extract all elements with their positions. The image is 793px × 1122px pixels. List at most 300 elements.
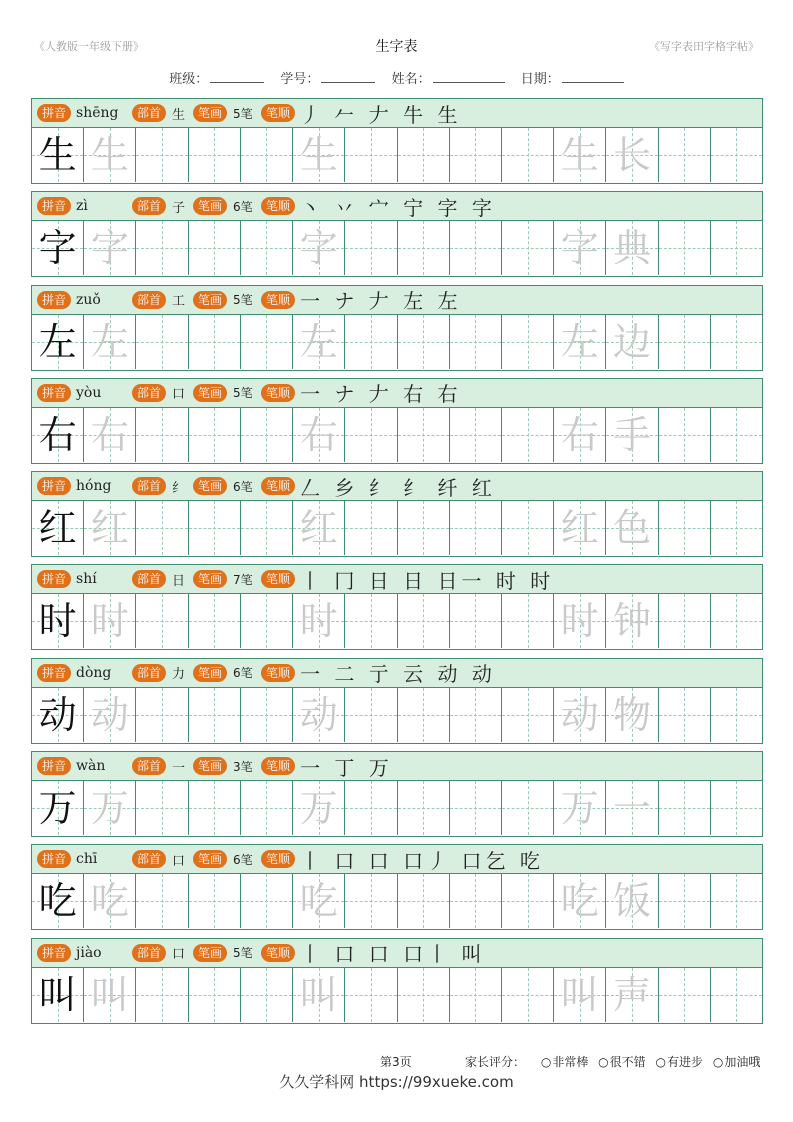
date-field[interactable]: 日期：: [521, 72, 624, 87]
blank-practice-cell[interactable]: [502, 874, 554, 928]
strokes-badge: 笔画: [193, 104, 227, 122]
character-row: [31, 658, 763, 744]
blank-practice-cell[interactable]: [189, 781, 241, 835]
pinyin-badge: 拼音: [37, 664, 71, 682]
blank-practice-cell[interactable]: [711, 688, 762, 742]
trace-character-cell[interactable]: [84, 408, 136, 462]
trace-word-cell[interactable]: [554, 781, 606, 835]
model-character-cell[interactable]: [32, 968, 84, 1022]
trace-character-cell[interactable]: [84, 501, 136, 555]
blank-practice-cell[interactable]: [659, 315, 711, 369]
stroke-count: 3笔: [233, 759, 253, 774]
trace-character-cell[interactable]: [84, 594, 136, 648]
blank-practice-cell[interactable]: [659, 408, 711, 462]
trace-word-char-1: 叫: [560, 972, 599, 1017]
blank-practice-cell[interactable]: [450, 315, 502, 369]
tian-grid: [32, 128, 762, 182]
radical-value: 生: [172, 107, 186, 123]
blank-practice-cell[interactable]: [345, 594, 397, 648]
blank-practice-cell[interactable]: [345, 315, 397, 369]
trace-character-cell[interactable]: [84, 781, 136, 835]
blank-practice-cell[interactable]: [241, 688, 293, 742]
blank-practice-cell[interactable]: [136, 408, 188, 462]
blank-practice-cell[interactable]: [345, 874, 397, 928]
blank-practice-cell[interactable]: [136, 688, 188, 742]
stroke-count: 5笔: [233, 293, 253, 308]
strokes-badge: 笔画: [193, 477, 227, 495]
pinyin-badge: 拼音: [37, 757, 71, 775]
trace-word-cell[interactable]: [606, 594, 658, 648]
pinyin-badge: 拼音: [37, 850, 71, 868]
blank-practice-cell[interactable]: [241, 968, 293, 1022]
blank-practice-cell[interactable]: [345, 221, 397, 275]
blank-practice-cell[interactable]: [659, 688, 711, 742]
trace-character-cell[interactable]: [293, 408, 345, 462]
blank-practice-cell[interactable]: [398, 315, 450, 369]
parent-evaluation: [465, 1053, 760, 1070]
class-field[interactable]: 班级：: [169, 72, 264, 87]
blank-practice-cell[interactable]: [189, 221, 241, 275]
blank-practice-cell[interactable]: [659, 781, 711, 835]
blank-practice-cell[interactable]: [189, 874, 241, 928]
blank-practice-cell[interactable]: [502, 501, 554, 555]
trace-character: 生: [90, 133, 129, 177]
blank-practice-cell[interactable]: [345, 128, 397, 182]
model-character: 左: [38, 319, 77, 364]
blank-practice-cell[interactable]: [136, 594, 188, 648]
trace-word-cell[interactable]: [606, 781, 658, 835]
blank-practice-cell[interactable]: [136, 128, 188, 182]
character-row: [31, 844, 763, 930]
trace-word-char-2: 典: [613, 226, 652, 271]
trace-word-char-1: 吃: [560, 879, 599, 924]
blank-practice-cell[interactable]: [345, 688, 397, 742]
pinyin-value: shí: [76, 571, 97, 588]
stroke-order-badge: 笔顺: [261, 477, 295, 495]
blank-practice-cell[interactable]: [502, 968, 554, 1022]
trace-word-char-2: 物: [613, 692, 652, 737]
model-character-cell[interactable]: [32, 594, 84, 648]
radical-value: 纟: [172, 480, 186, 496]
trace-character: 生: [299, 133, 338, 177]
blank-practice-cell[interactable]: [241, 221, 293, 275]
character-row: [31, 191, 763, 277]
blank-practice-cell[interactable]: [502, 594, 554, 648]
stroke-order: 丨 口 口 口丿 口乞 吃: [300, 848, 544, 873]
blank-practice-cell[interactable]: [398, 874, 450, 928]
blank-practice-cell[interactable]: [711, 594, 762, 648]
blank-practice-cell[interactable]: [241, 874, 293, 928]
trace-character: 红: [299, 506, 338, 551]
trace-word-cell[interactable]: [554, 594, 606, 648]
blank-practice-cell[interactable]: [711, 221, 762, 275]
stroke-count: 7笔: [233, 572, 253, 587]
trace-character: 叫: [299, 972, 338, 1017]
trace-character: 右: [299, 412, 338, 457]
pinyin-value: yòu: [76, 384, 102, 401]
tian-grid: [32, 594, 762, 648]
tian-grid: [32, 968, 762, 1022]
trace-word-char-1: 字: [560, 226, 599, 271]
radical-badge: 部首: [132, 757, 166, 775]
trace-word-cell[interactable]: [554, 408, 606, 462]
trace-word-cell[interactable]: [606, 688, 658, 742]
page-title: 生字表: [375, 39, 418, 55]
trace-word-char-1: 动: [560, 692, 599, 737]
strokes-badge: 笔画: [193, 384, 227, 402]
header-right: 《写字表田字格字帖》: [649, 40, 759, 53]
trace-word-char-2: 手: [613, 412, 652, 457]
trace-character-cell[interactable]: [293, 594, 345, 648]
trace-character-cell[interactable]: [293, 128, 345, 182]
trace-character-cell[interactable]: [84, 315, 136, 369]
pinyin-value: hóng: [76, 478, 112, 495]
character-table: [31, 98, 763, 1031]
model-character: 字: [38, 226, 77, 271]
blank-practice-cell[interactable]: [189, 408, 241, 462]
model-character: 叫: [38, 972, 77, 1017]
blank-practice-cell[interactable]: [659, 594, 711, 648]
trace-character-cell[interactable]: [293, 315, 345, 369]
trace-word-char-2: 色: [613, 506, 652, 551]
blank-practice-cell[interactable]: [241, 594, 293, 648]
trace-character-cell[interactable]: [293, 501, 345, 555]
blank-practice-cell[interactable]: [241, 128, 293, 182]
radical-badge: 部首: [132, 850, 166, 868]
blank-practice-cell[interactable]: [659, 501, 711, 555]
header-left: 《人教版一年级下册》: [34, 40, 144, 53]
tian-grid: [32, 408, 762, 462]
trace-character-cell[interactable]: [293, 688, 345, 742]
stroke-count: 5笔: [233, 386, 253, 401]
radical-badge: 部首: [132, 944, 166, 962]
pinyin-value: dòng: [76, 664, 112, 681]
character-info-bar: [32, 472, 762, 501]
blank-practice-cell[interactable]: [136, 501, 188, 555]
trace-character: 左: [299, 319, 338, 364]
character-info-bar: [32, 379, 762, 408]
trace-word-char-1: 时: [560, 599, 599, 644]
model-character: 动: [38, 692, 77, 737]
character-row: [31, 751, 763, 837]
tian-grid: [32, 781, 762, 835]
trace-word-cell[interactable]: [554, 688, 606, 742]
model-character-cell[interactable]: [32, 315, 84, 369]
blank-practice-cell[interactable]: [659, 874, 711, 928]
stroke-order-badge: 笔顺: [261, 570, 295, 588]
blank-practice-cell[interactable]: [398, 221, 450, 275]
trace-word-cell[interactable]: [554, 315, 606, 369]
pinyin-badge: 拼音: [37, 197, 71, 215]
trace-word-char-1: 右: [560, 412, 599, 457]
trace-word-char-1: 万: [560, 786, 599, 831]
trace-character-cell[interactable]: [84, 128, 136, 182]
trace-word-char-2: 钟: [613, 599, 652, 644]
pinyin-badge: 拼音: [37, 104, 71, 122]
blank-practice-cell[interactable]: [711, 408, 762, 462]
blank-practice-cell[interactable]: [711, 968, 762, 1022]
radical-value: 口: [172, 853, 186, 869]
trace-character: 左: [90, 319, 129, 364]
tian-grid: [32, 688, 762, 742]
blank-practice-cell[interactable]: [659, 968, 711, 1022]
trace-word-cell[interactable]: [606, 501, 658, 555]
trace-character-cell[interactable]: [84, 221, 136, 275]
model-character: 红: [38, 506, 77, 551]
blank-practice-cell[interactable]: [398, 501, 450, 555]
tian-grid: [32, 221, 762, 275]
trace-word-cell[interactable]: [554, 128, 606, 182]
blank-practice-cell[interactable]: [450, 501, 502, 555]
eval-option-keep-going[interactable]: ○ 加油哦: [713, 1055, 761, 1069]
blank-practice-cell[interactable]: [136, 315, 188, 369]
model-character-cell[interactable]: [32, 128, 84, 182]
model-character: 右: [38, 412, 77, 457]
strokes-badge: 笔画: [193, 570, 227, 588]
blank-practice-cell[interactable]: [711, 781, 762, 835]
strokes-badge: 笔画: [193, 850, 227, 868]
radical-badge: 部首: [132, 291, 166, 309]
eval-option-good[interactable]: ○ 很不错: [598, 1055, 646, 1069]
blank-practice-cell[interactable]: [241, 781, 293, 835]
stroke-order-badge: 笔顺: [261, 384, 295, 402]
pinyin-value: zì: [76, 198, 88, 215]
trace-word-cell[interactable]: [606, 128, 658, 182]
blank-practice-cell[interactable]: [502, 408, 554, 462]
trace-word-char-1: 左: [560, 319, 599, 364]
model-character: 吃: [38, 879, 77, 924]
blank-practice-cell[interactable]: [711, 501, 762, 555]
stroke-order-badge: 笔顺: [261, 664, 295, 682]
radical-value: 一: [172, 760, 186, 776]
radical-badge: 部首: [132, 570, 166, 588]
evaluation-label: 家长评分：: [465, 1055, 526, 1069]
model-character-cell[interactable]: [32, 408, 84, 462]
character-row: [31, 471, 763, 557]
blank-practice-cell[interactable]: [502, 688, 554, 742]
trace-word-cell[interactable]: [554, 874, 606, 928]
trace-character-cell[interactable]: [84, 968, 136, 1022]
blank-practice-cell[interactable]: [398, 128, 450, 182]
blank-practice-cell[interactable]: [189, 315, 241, 369]
radical-value: 日: [172, 573, 186, 589]
trace-word-char-2: 声: [613, 972, 652, 1017]
model-character: 时: [38, 599, 77, 644]
stroke-order-badge: 笔顺: [261, 944, 295, 962]
trace-character-cell[interactable]: [293, 221, 345, 275]
stroke-count: 5笔: [233, 106, 253, 121]
blank-practice-cell[interactable]: [189, 968, 241, 1022]
trace-character: 时: [299, 599, 338, 644]
blank-practice-cell[interactable]: [136, 968, 188, 1022]
blank-practice-cell[interactable]: [189, 688, 241, 742]
stroke-order: 一 ナ 𠂇 左 左: [300, 289, 462, 314]
blank-practice-cell[interactable]: [345, 501, 397, 555]
eval-option-progress[interactable]: ○ 有进步: [656, 1055, 704, 1069]
trace-character-cell[interactable]: [84, 874, 136, 928]
blank-practice-cell[interactable]: [345, 408, 397, 462]
character-row: [31, 98, 763, 184]
blank-practice-cell[interactable]: [398, 968, 450, 1022]
model-character-cell[interactable]: [32, 501, 84, 555]
tian-grid: [32, 501, 762, 555]
stroke-order-badge: 笔顺: [261, 104, 295, 122]
radical-value: 口: [172, 947, 186, 963]
blank-practice-cell[interactable]: [450, 408, 502, 462]
trace-word-char-2: 饭: [613, 879, 652, 924]
blank-practice-cell[interactable]: [450, 968, 502, 1022]
radical-badge: 部首: [132, 664, 166, 682]
character-row: [31, 564, 763, 650]
blank-practice-cell[interactable]: [345, 781, 397, 835]
radical-value: 口: [172, 387, 186, 403]
trace-word-char-2: 长: [613, 133, 652, 177]
blank-practice-cell[interactable]: [398, 408, 450, 462]
stroke-order: 丶 丷 宀 宁 字 字: [300, 195, 496, 220]
page-number: 第3页: [380, 1055, 412, 1069]
character-info-bar: [32, 192, 762, 221]
blank-practice-cell[interactable]: [241, 315, 293, 369]
model-character-cell[interactable]: [32, 781, 84, 835]
stroke-count: 6笔: [233, 199, 253, 214]
student-info: [0, 68, 793, 87]
blank-practice-cell[interactable]: [136, 874, 188, 928]
radical-badge: 部首: [132, 197, 166, 215]
trace-word-char-2: 边: [613, 319, 652, 364]
blank-practice-cell[interactable]: [189, 501, 241, 555]
stroke-order-badge: 笔顺: [261, 850, 295, 868]
stroke-order: 一 二 亍 云 动 动: [300, 662, 496, 687]
model-character: 万: [38, 786, 77, 831]
tian-grid: [32, 315, 762, 369]
student-id-field[interactable]: 学号：: [280, 72, 375, 87]
pinyin-badge: 拼音: [37, 477, 71, 495]
trace-character: 字: [90, 226, 129, 271]
stroke-order: 丿 𠂉 𠂇 牛 生: [300, 102, 462, 127]
trace-character: 万: [299, 786, 338, 831]
trace-character-cell[interactable]: [293, 781, 345, 835]
trace-character: 吃: [90, 879, 129, 924]
model-character-cell[interactable]: [32, 221, 84, 275]
trace-word-char-1: 红: [560, 506, 599, 551]
blank-practice-cell[interactable]: [189, 128, 241, 182]
blank-practice-cell[interactable]: [345, 968, 397, 1022]
name-field[interactable]: 姓名：: [392, 72, 505, 87]
blank-practice-cell[interactable]: [450, 874, 502, 928]
strokes-badge: 笔画: [193, 197, 227, 215]
trace-word-cell[interactable]: [606, 408, 658, 462]
blank-practice-cell[interactable]: [502, 315, 554, 369]
blank-practice-cell[interactable]: [450, 781, 502, 835]
pinyin-badge: 拼音: [37, 570, 71, 588]
blank-practice-cell[interactable]: [711, 874, 762, 928]
trace-character-cell[interactable]: [293, 968, 345, 1022]
blank-practice-cell[interactable]: [711, 128, 762, 182]
pinyin-value: chī: [76, 851, 98, 868]
strokes-badge: 笔画: [193, 944, 227, 962]
blank-practice-cell[interactable]: [659, 221, 711, 275]
pinyin-value: wàn: [76, 758, 106, 775]
blank-practice-cell[interactable]: [241, 501, 293, 555]
character-info-bar: [32, 659, 762, 688]
trace-character: 动: [299, 692, 338, 737]
trace-word-cell[interactable]: [606, 874, 658, 928]
model-character: 生: [38, 133, 77, 177]
radical-value: 子: [172, 200, 186, 216]
trace-character: 动: [90, 692, 129, 737]
stroke-order: 丨 冂 日 日 日一 时 时: [300, 568, 555, 593]
stroke-count: 6笔: [233, 852, 253, 867]
character-info-bar: [32, 752, 762, 781]
radical-badge: 部首: [132, 104, 166, 122]
blank-practice-cell[interactable]: [450, 128, 502, 182]
character-info-bar: [32, 286, 762, 315]
trace-character: 万: [90, 786, 129, 831]
trace-word-cell[interactable]: [554, 501, 606, 555]
trace-word-cell[interactable]: [606, 221, 658, 275]
blank-practice-cell[interactable]: [398, 594, 450, 648]
blank-practice-cell[interactable]: [136, 781, 188, 835]
trace-word-char-1: 生: [560, 133, 599, 177]
blank-practice-cell[interactable]: [659, 128, 711, 182]
radical-value: 力: [172, 667, 186, 683]
trace-character: 字: [299, 226, 338, 271]
stroke-order: 丨 口 口 口丨 叫: [300, 942, 486, 967]
stroke-count: 6笔: [233, 666, 253, 681]
blank-practice-cell[interactable]: [241, 408, 293, 462]
blank-practice-cell[interactable]: [398, 688, 450, 742]
blank-practice-cell[interactable]: [136, 221, 188, 275]
model-character-cell[interactable]: [32, 688, 84, 742]
stroke-order: 𠃋 乡 纟 纟 纤 红: [300, 475, 496, 500]
site-watermark: 久久学科网 https://99xueke.com: [279, 1073, 514, 1091]
trace-character: 红: [90, 506, 129, 551]
trace-word-cell[interactable]: [606, 315, 658, 369]
trace-character: 叫: [90, 972, 129, 1017]
stroke-order-badge: 笔顺: [261, 757, 295, 775]
trace-word-cell[interactable]: [606, 968, 658, 1022]
character-row: [31, 285, 763, 371]
blank-practice-cell[interactable]: [189, 594, 241, 648]
blank-practice-cell[interactable]: [502, 128, 554, 182]
character-info-bar: [32, 845, 762, 874]
radical-badge: 部首: [132, 384, 166, 402]
blank-practice-cell[interactable]: [502, 221, 554, 275]
trace-word-cell[interactable]: [554, 221, 606, 275]
stroke-order: 一 丁 万: [300, 755, 393, 780]
model-character-cell[interactable]: [32, 874, 84, 928]
pinyin-badge: 拼音: [37, 384, 71, 402]
blank-practice-cell[interactable]: [502, 781, 554, 835]
trace-character: 吃: [299, 879, 338, 924]
blank-practice-cell[interactable]: [450, 688, 502, 742]
blank-practice-cell[interactable]: [450, 221, 502, 275]
trace-word-char-2: 一: [613, 786, 652, 831]
trace-character-cell[interactable]: [84, 688, 136, 742]
character-row: [31, 938, 763, 1024]
character-info-bar: [32, 99, 762, 128]
blank-practice-cell[interactable]: [711, 315, 762, 369]
eval-option-excellent[interactable]: ○ 非常棒: [541, 1055, 589, 1069]
blank-practice-cell[interactable]: [398, 781, 450, 835]
stroke-count: 5笔: [233, 946, 253, 961]
trace-character: 右: [90, 412, 129, 457]
strokes-badge: 笔画: [193, 664, 227, 682]
tian-grid: [32, 874, 762, 928]
trace-word-cell[interactable]: [554, 968, 606, 1022]
blank-practice-cell[interactable]: [450, 594, 502, 648]
trace-character-cell[interactable]: [293, 874, 345, 928]
